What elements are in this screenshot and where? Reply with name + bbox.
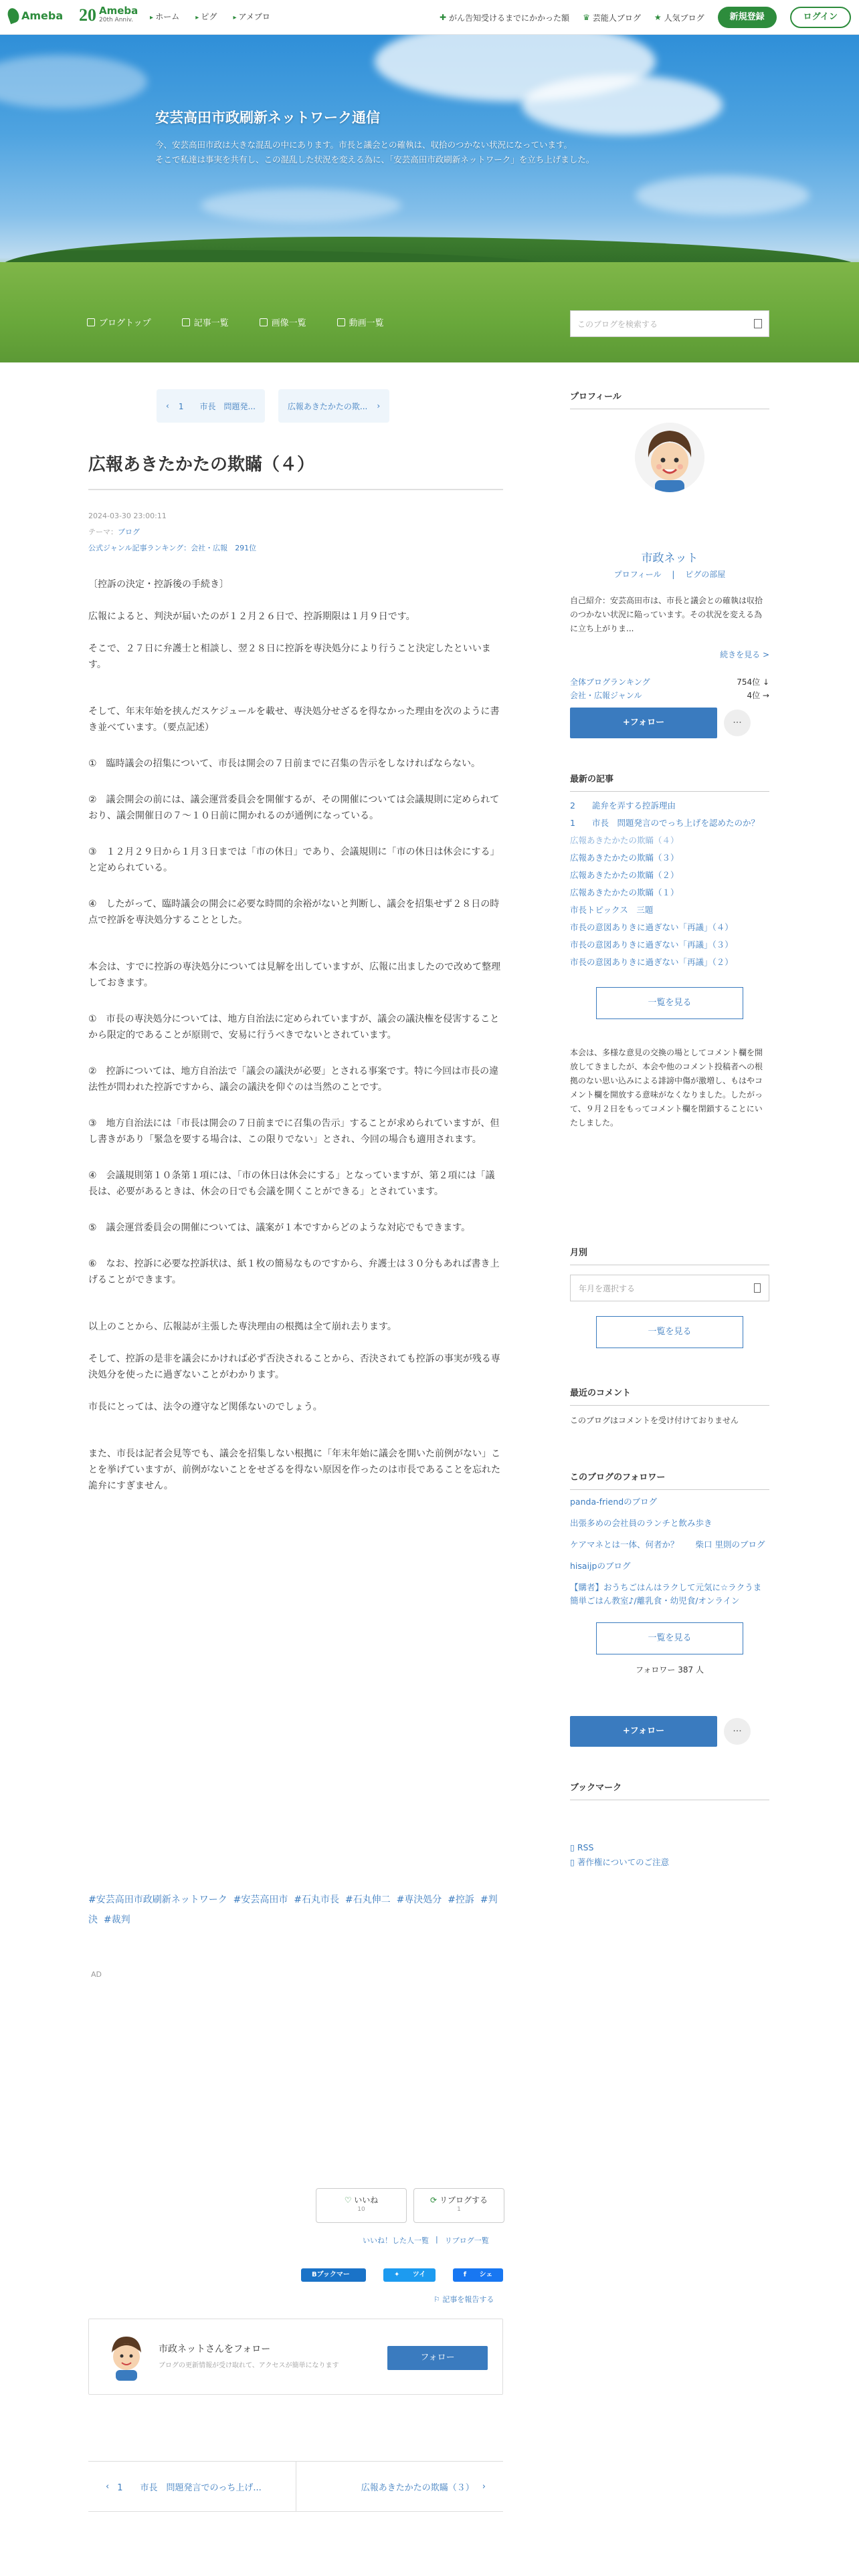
home-icon bbox=[87, 318, 95, 326]
month-select[interactable]: 年月を選択する bbox=[570, 1275, 769, 1301]
liked-users-link[interactable]: いいね！した人一覧 bbox=[363, 2236, 429, 2245]
plus-icon: ✚ bbox=[439, 13, 447, 22]
profile-link[interactable]: プロフィール bbox=[613, 570, 662, 579]
profile-heading: プロフィール bbox=[570, 389, 769, 409]
blog-description: 今、安芸高田市政は大きな混乱の中にあります。市長と議会との確執は、収拾のつかない状況になっています。 そこで私達は事実を共有し、この混乱した状況を変える為に、「安芸高田市政刷新ネットワーク」を立ち上げました。 bbox=[155, 140, 595, 165]
genre-ranking-link[interactable]: 会社・広報ジャンル bbox=[570, 691, 642, 700]
more-options-button[interactable]: ··· bbox=[724, 710, 751, 736]
blog-nav bbox=[0, 289, 859, 362]
followers-list-button[interactable]: 一覧を見る bbox=[596, 1622, 743, 1654]
heart-icon: ♡ bbox=[344, 2195, 352, 2205]
ad-label: AD bbox=[91, 1970, 102, 1979]
more-options-button-bottom[interactable]: ··· bbox=[724, 1718, 751, 1745]
share-buttons bbox=[301, 2268, 503, 2292]
hashtag[interactable]: #判決 bbox=[88, 1895, 498, 1925]
hashtag[interactable]: #専決処分 bbox=[396, 1895, 442, 1905]
reblog-button[interactable]: ⟳ リブログする 1 bbox=[413, 2188, 504, 2223]
latest-entry-link[interactable]: 広報あきたかたの欺瞞（３） bbox=[570, 853, 679, 863]
bookmark-section: ブックマーク ▯ RSS ▯ 著作権についてのご注意 bbox=[570, 1780, 769, 1870]
ameba-logo[interactable]: Ameba bbox=[8, 8, 63, 23]
list-icon bbox=[182, 318, 190, 326]
register-button[interactable]: 新規登録 bbox=[718, 7, 777, 28]
chevron-left-icon: ‹ bbox=[106, 2481, 110, 2492]
follow-card-name: 市政ネットさんをフォロー bbox=[159, 2344, 271, 2355]
chevron-down-icon bbox=[754, 1283, 761, 1293]
anniversary-logo[interactable]: 20 Ameba 20th Anniv. bbox=[79, 5, 138, 25]
entry-body: 〔控訴の決定・控訴後の手続き〕 広報によると、判決が届いたのが１２月２６日で、控訴期限は１月９日です。 そこで、２７日に弁護士と相談し、翌２８日に控訴を専決処分により行うこと決定したといいます。 そして、年末年始を挟んだスケジュールを載せ、専決処分せざるを得なかった理由を次のように書き並べています。（要点記述） ① 臨時議会の招集について、市長は開会の７日前までに召集の告示をしなければならない。 ② 議会開会の前には、議会運営委員会を開催するが、その開催については会議規則に定められており、議会開催日の７〜１０日前に開かれるのが通例になっている。 ③ １２月２９日から１月３日までは「市の休日」であり、会議規則に「市の休日は休会にする」と定められている。 ④ したがって、臨時議会の開会に必要な時間的余裕がないと判断し、議会を招集せず２８日の時点で控訴を専決処分することとした。 本会は、すでに控訴の専決処分については見解を出していますが、広報に出ましたので改めて整理しておきます。 ① 市長の専決処分については、地方自治法に定められていますが、議会の議決権を侵害することから限定的であることが原則で、安易に行うべきでないとされています。 ② 控訴については、地方自治法で「議会の議決が必要」とされる事案です。特に今回は市長の違法性が問われた控訴ですから、議会の議決を仰ぐのは当然のことです。 ③ 地方自治法には「市長は開会の７日前までに召集の告示」することが求められていますが、但し書きがあり「緊急を要する場合は、この限りでない」とされ、今回の場合も適用されます。 ④ 会議規則第１０条第１項には、「市の休日は休会にする」となっていますが、第２項には「議長は、必要があるときは、休会の日でも会議を開くことができる」とされています。 ⑤ 議会運営委員会の開催については、議案が１本ですからどのような対応でもできます。 ⑥ なお、控訴に必要な控訴状は、紙１枚の簡易なものですから、弁護士は３０分もあれば書き上げることができます。 以上のことから、広報誌が主張した専決理由の根拠は全て崩れ去ります。 そして、控訴の是非を議会にかければ必ず否決されることから、否決されても控訴の事実が残る専決処分を使ったに過ぎないことがわかります。 市長にとっては、法令の遵守など関係ないのでしょう。 また、市長は記者会見等でも、議会を招集しない根拠に「年末年始に議会を開いた前例がない」ことを挙げていますが、前例がないことをせざるを得ない原因を作ったのは市長であることを忘れた詭弁にすぎません。 bbox=[88, 579, 501, 1491]
copyright-link[interactable]: ▯ 著作権についてのご注意 bbox=[570, 1857, 670, 1867]
nav-ameblo[interactable]: ▸ アメブロ bbox=[233, 11, 270, 22]
recent-comments-section: 最近のコメント このブログはコメントを受け付けておりません bbox=[570, 1386, 769, 1428]
profile-avatar[interactable] bbox=[635, 423, 704, 492]
hashtag[interactable]: #裁判 bbox=[103, 1915, 130, 1925]
monthly-section: 月別 年月を選択する 一覧を見る bbox=[570, 1245, 769, 1348]
theme-link[interactable]: ブログ bbox=[118, 528, 140, 536]
entry-meta: 2024-03-30 23:00:11 テーマ：ブログ 公式ジャンル記事ランキング：会社・広報 291位 bbox=[88, 508, 256, 556]
rss-icon: ▯ bbox=[570, 1842, 577, 1852]
overall-ranking-link[interactable]: 全体ブログランキング bbox=[570, 677, 650, 687]
hashtag[interactable]: #安芸高田市政刷新ネットワーク bbox=[88, 1895, 227, 1905]
pager-top bbox=[157, 389, 389, 423]
nav-pigg[interactable]: ▸ ピグ bbox=[195, 11, 217, 22]
latest-entry-link[interactable]: 市長の意図ありきに過ぎない「再議」（４） bbox=[570, 922, 733, 932]
follower-blog-link[interactable]: 出張多めの会社員のランチと飲み歩き bbox=[570, 1518, 712, 1528]
tweet-button[interactable]: ✦ ツイート bbox=[383, 2268, 436, 2282]
global-header bbox=[0, 0, 859, 35]
ranking-genre-link[interactable]: 会社・広報 bbox=[191, 544, 228, 552]
reblog-icon: ⟳ bbox=[430, 2195, 438, 2205]
hashtag[interactable]: #安芸高田市 bbox=[233, 1895, 288, 1905]
hatena-bookmark-button[interactable]: Bブックマーク 0 bbox=[301, 2268, 366, 2282]
monthly-list-button[interactable]: 一覧を見る bbox=[596, 1316, 743, 1348]
latest-entry-link[interactable]: 広報あきたかたの欺瞞（２） bbox=[570, 870, 679, 880]
hashtag[interactable]: #控訴 bbox=[448, 1895, 474, 1905]
report-link[interactable]: ⚐ 記事を報告する bbox=[434, 2295, 494, 2304]
follower-blog-link[interactable]: panda-friendのブログ bbox=[570, 1497, 658, 1507]
latest-entry-link[interactable]: 市長の意図ありきに過ぎない「再議」（３） bbox=[570, 940, 733, 950]
login-button[interactable]: ログイン bbox=[790, 7, 851, 28]
latest-entries-section: 最新の記事 2 詭弁を弄する控訴理由 1 市長 問題発言のでっち上げを認めたのか？ 広報あきたかたの欺瞞（４） 広報あきたかたの欺瞞（３） 広報あきたかたの欺瞞（２） 広報あきたかたの欺瞞（１） 市長トピックス 三題 市長の意図ありきに過ぎない「再議」（４） 市長の意図ありきに過ぎない「再議」（３） 市長の意図ありきに過ぎない「再議」（２） 一覧を見る 本会は、多様な意見の交換の場としてコメント欄を開放してきましたが、本会や他のコメント投稿者への根拠のない思い込みによる誹謗中傷が激増し、もはやコメント欄を開放する意味がなくなりました。したがって、９月２日をもってコメント欄を閉鎖することにいたしました。 bbox=[570, 772, 769, 1130]
like-button[interactable]: ♡ いいね 10 bbox=[316, 2188, 407, 2223]
promo-link[interactable]: ✚ がん告知受けるまでにかかった額 bbox=[439, 13, 570, 23]
ameba-leaf-icon bbox=[6, 7, 21, 24]
chevron-left-icon: ‹ bbox=[166, 401, 169, 411]
ranking-box: 全体ブログランキング 754位 ↓ 会社・広報ジャンル 4位 → bbox=[570, 675, 769, 702]
read-more-link[interactable]: 続きを見る > bbox=[720, 650, 769, 659]
prev-entry-link[interactable]: ‹ 1 市長 問題発... bbox=[157, 389, 265, 423]
avatar bbox=[106, 2334, 147, 2381]
follow-card: 市政ネットさんをフォロー ブログの更新情報が受け取れて、アクセスが簡単になります フォロー bbox=[88, 2319, 503, 2395]
popular-blog-link[interactable]: ★ 人気ブログ bbox=[654, 13, 704, 23]
latest-list-button[interactable]: 一覧を見る bbox=[596, 987, 743, 1019]
entry-list-link[interactable]: 記事一覧 bbox=[182, 316, 229, 328]
profile-name[interactable]: 市政ネット bbox=[641, 552, 698, 565]
video-icon bbox=[337, 318, 345, 326]
hashtag[interactable]: #石丸市長 bbox=[294, 1895, 340, 1905]
official-blog-link[interactable]: ♛ 芸能人ブログ bbox=[583, 13, 641, 23]
follower-blog-link[interactable]: ケアマネとは一体、何者か？ 柴口 里則のブログ bbox=[570, 1539, 765, 1549]
blog-top-link[interactable]: ブログトップ bbox=[87, 316, 151, 328]
facebook-icon: f bbox=[463, 2271, 467, 2278]
pager-bottom bbox=[88, 2461, 503, 2512]
latest-entry-link[interactable]: 1 市長 問題発言のでっち上げを認めたのか？ bbox=[570, 818, 759, 828]
chevron-right-icon: › bbox=[377, 401, 381, 411]
entry-date: 2024-03-30 23:00:11 bbox=[88, 512, 167, 520]
pigg-room-link[interactable]: ピグの部屋 bbox=[685, 570, 726, 579]
follower-count: フォロワー 387 人 bbox=[636, 1665, 704, 1675]
search-icon[interactable] bbox=[754, 319, 762, 328]
nav-home[interactable]: ▸ ホーム bbox=[150, 11, 179, 22]
reaction-buttons bbox=[316, 2188, 504, 2223]
bird-icon: ✦ bbox=[393, 2271, 400, 2278]
doc-icon: ▯ bbox=[570, 1857, 577, 1867]
blog-search-input[interactable]: このブログを検索する bbox=[570, 310, 769, 337]
follower-blog-link[interactable]: hisaijpのブログ bbox=[570, 1561, 631, 1571]
latest-entry-link[interactable]: 2 詭弁を弄する控訴理由 bbox=[570, 800, 676, 811]
profile-section: プロフィール 市政ネット プロフィール | ピグの部屋 自己紹介：安芸高田市は、市長と議会との確執は収拾のつかない状況に陥っています。その状況を変える為に立ち上がりま... 続きを見る > 全体ブログランキング 754位 ↓ 会社・広報ジャンル 4位 → +フォロー ··· bbox=[570, 389, 769, 409]
flag-icon: ⚐ bbox=[434, 2295, 440, 2304]
hashtag[interactable]: #石丸伸二 bbox=[345, 1895, 391, 1905]
image-icon bbox=[260, 318, 268, 326]
follow-card-button[interactable]: フォロー bbox=[387, 2346, 488, 2370]
next-entry-link-bottom[interactable]: 広報あきたかたの欺瞞（３） › bbox=[296, 2462, 504, 2511]
reblog-list-link[interactable]: リブログ一覧 bbox=[444, 2236, 489, 2245]
image-list-link[interactable]: 画像一覧 bbox=[260, 316, 306, 328]
followers-section: このブログのフォロワー panda-friendのブログ 出張多めの会社員のランチと飲み歩き ケアマネとは一体、何者か？ 柴口 里則のブログ hisaijpのブログ 【購者】おうちごはんはラクして元気に☆ラクうま簡単ごはん教室♪/離乳食・幼児食/オンライン 一覧を見る フォロワー 387 人 bbox=[570, 1470, 769, 1675]
entry-title: 広報あきたかたの欺瞞（４） bbox=[88, 451, 503, 490]
video-list-link[interactable]: 動画一覧 bbox=[337, 316, 384, 328]
blog-title[interactable]: 安芸高田市政刷新ネットワーク通信 bbox=[155, 110, 380, 126]
chevron-right-icon: › bbox=[482, 2481, 486, 2492]
prev-entry-link-bottom[interactable]: ‹ 1 市長 問題発言でのっち上げ... bbox=[106, 2481, 262, 2493]
latest-entry-link[interactable]: 市長トピックス 三題 bbox=[570, 905, 654, 915]
crown-icon: ♛ bbox=[583, 13, 590, 22]
latest-entry-link[interactable]: 広報あきたかたの欺瞞（１） bbox=[570, 887, 679, 897]
hashtag-list bbox=[88, 1890, 503, 1930]
latest-entry-link[interactable]: 広報あきたかたの欺瞞（４） bbox=[570, 835, 679, 845]
rss-link[interactable]: ▯ RSS bbox=[570, 1842, 594, 1852]
profile-description: 自己紹介：安芸高田市は、市長と議会との確執は収拾のつかない状況に陥っています。その状況を変える為に立ち上がりま... bbox=[570, 596, 763, 633]
follower-blog-link[interactable]: 【購者】おうちごはんはラクして元気に☆ラクうま簡単ごはん教室♪/離乳食・幼児食/オンライン bbox=[570, 1582, 762, 1606]
comment-policy-note: 本会は、多様な意見の交換の場としてコメント欄を開放してきましたが、本会や他のコメント投稿者への根拠のない思い込みによる誹謗中傷が激増し、もはやコメント欄を開放する意味がなくなりました。したがって、９月２日をもってコメント欄を閉鎖することにいたしました。 bbox=[570, 1048, 763, 1128]
next-entry-link[interactable]: 広報あきたかたの欺... › bbox=[278, 389, 389, 423]
follow-button-bottom[interactable]: +フォロー bbox=[570, 1716, 717, 1747]
star-icon: ★ bbox=[654, 13, 662, 22]
global-nav bbox=[150, 11, 270, 22]
facebook-share-button[interactable]: f シェア 0 bbox=[453, 2268, 503, 2282]
latest-entry-link[interactable]: 市長の意図ありきに過ぎない「再議」（２） bbox=[570, 957, 733, 967]
follow-button[interactable]: +フォロー bbox=[570, 708, 717, 738]
